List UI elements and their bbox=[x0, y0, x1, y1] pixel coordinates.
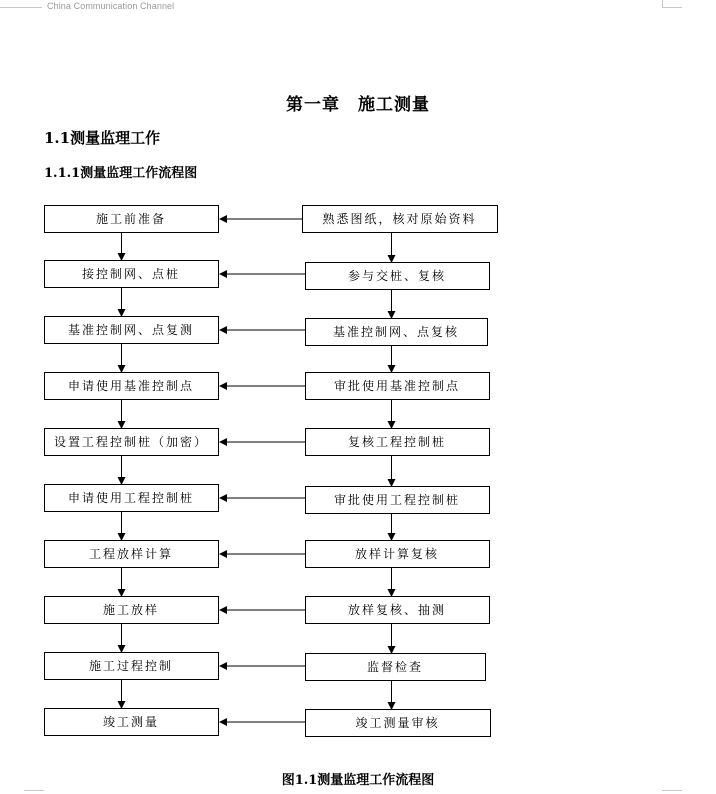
right-step-6-label: 审批使用工程控制桩 bbox=[333, 493, 461, 507]
figure-caption: 图1.1测量监理工作流程图 bbox=[281, 773, 435, 788]
right-step-2-label: 参与交桩、复核 bbox=[347, 269, 447, 283]
page-header-text: China Communication Channel bbox=[47, 1, 175, 11]
right-step-8-label: 放样复核、抽测 bbox=[347, 603, 447, 617]
chapter-title: 第一章 施工测量 bbox=[286, 95, 430, 115]
right-step-10-label: 竣工测量审核 bbox=[355, 716, 440, 730]
left-step-5-label: 设置工程控制桩（加密） bbox=[53, 435, 209, 449]
section-heading: 1.1测量监理工作 bbox=[44, 129, 161, 147]
left-step-9-label: 施工过程控制 bbox=[88, 659, 174, 673]
right-step-9-label: 监督检查 bbox=[366, 660, 424, 674]
left-step-8-label: 施工放样 bbox=[102, 603, 160, 617]
right-step-3-label: 基准控制网、点复核 bbox=[332, 325, 460, 339]
left-step-7-label: 工程放样计算 bbox=[88, 547, 174, 561]
right-step-1-label: 熟悉图纸，核对原始资料 bbox=[322, 212, 477, 226]
left-step-10-label: 竣工测量 bbox=[102, 715, 160, 729]
left-step-3-label: 基准控制网、点复测 bbox=[67, 323, 195, 337]
left-step-4-label: 申请使用基准控制点 bbox=[67, 379, 195, 393]
subsection-heading: 1.1.1测量监理工作流程图 bbox=[44, 166, 198, 181]
left-step-2-label: 接控制网、点桩 bbox=[81, 267, 181, 281]
left-step-6-label: 申请使用工程控制桩 bbox=[67, 491, 195, 505]
right-step-5-label: 复核工程控制桩 bbox=[347, 435, 447, 449]
right-step-7-label: 放样计算复核 bbox=[354, 547, 440, 561]
left-step-1-label: 施工前准备 bbox=[95, 212, 167, 226]
right-step-4-label: 审批使用基准控制点 bbox=[333, 379, 461, 393]
